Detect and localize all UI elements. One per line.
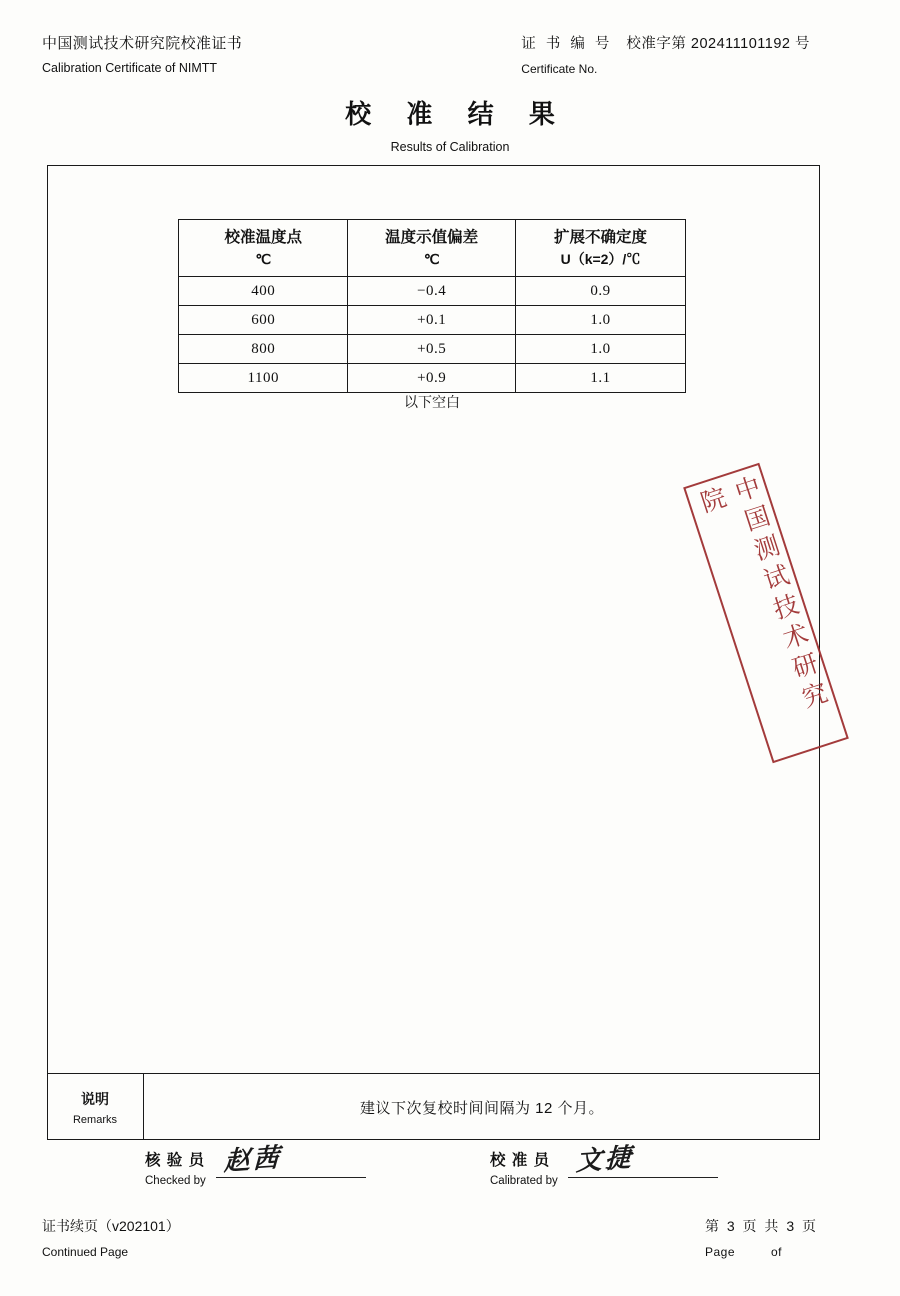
table-row (179, 364, 686, 393)
page-title (0, 94, 900, 154)
checked-by-label-en: Checked by (145, 1175, 206, 1187)
cert-no-label-en: Certificate No. (521, 62, 598, 76)
column-header-uncertainty: 扩展不确定度 U（k=2）/℃ (515, 220, 685, 277)
table-row (179, 277, 686, 306)
calibrated-by-label-en: Calibrated by (490, 1175, 558, 1187)
remarks-section (47, 1073, 820, 1140)
cell-temp-point: 600 (179, 306, 348, 335)
table-header-row (179, 220, 686, 277)
remarks-label-cn: 说明 (81, 1090, 109, 1107)
cell-deviation: +0.5 (348, 335, 515, 364)
cell-deviation: +0.9 (348, 364, 515, 393)
org-name-en: Calibration Certificate of NIMTT (42, 61, 218, 75)
cert-no-label-cn: 证 书 编 号 (521, 36, 613, 52)
cell-uncertainty: 1.0 (515, 306, 685, 335)
header-cert-no (521, 32, 810, 76)
cell-temp-point: 1100 (179, 364, 348, 393)
org-name-cn: 中国测试技术研究院校准证书 (42, 35, 243, 52)
table-row (179, 306, 686, 335)
remarks-text: 建议下次复校时间间隔为 12 个月。 (359, 1099, 605, 1117)
cell-uncertainty: 0.9 (515, 277, 685, 306)
calibrated-by-label-cn: 校 准 员 (490, 1152, 551, 1169)
table-row (179, 335, 686, 364)
cell-deviation: −0.4 (348, 277, 515, 306)
checked-by-label-cn: 核 验 员 (145, 1152, 206, 1169)
calibrated-by-signature-line (568, 1142, 718, 1186)
cell-temp-point: 400 (179, 277, 348, 306)
blank-below-note: 以下空白 (404, 394, 460, 410)
cell-temp-point: 800 (179, 335, 348, 364)
cell-deviation: +0.1 (348, 306, 515, 335)
cell-uncertainty: 1.1 (515, 364, 685, 393)
page-footer (42, 1216, 858, 1259)
continued-page-cn: 证书续页（v202101） (42, 1218, 180, 1234)
cert-no-value: 校准字第 202411101192 号 (626, 36, 810, 52)
footer-left (42, 1216, 180, 1259)
calibrated-by-block (490, 1142, 718, 1187)
checked-by-signature: 赵茜 (223, 1142, 283, 1177)
cell-uncertainty: 1.0 (515, 335, 685, 364)
page-of-en: of (771, 1245, 783, 1259)
page-title-cn: 校 准 结 果 (345, 99, 569, 129)
results-table (178, 219, 686, 393)
remarks-label-en: Remarks (72, 1113, 117, 1126)
stamp-text: 中国测试技术研究院 (683, 463, 849, 764)
signature-area (47, 1142, 820, 1206)
footer-right (705, 1216, 818, 1259)
page-number-cn: 第 3 页 共 3 页 (704, 1218, 818, 1234)
header-org (42, 32, 242, 75)
page-header (42, 32, 858, 76)
column-header-deviation: 温度示值偏差 ℃ (348, 220, 515, 277)
page-title-en: Results of Calibration (390, 140, 510, 154)
column-header-temp-point: 校准温度点 ℃ (179, 220, 348, 277)
remarks-label (47, 1074, 144, 1140)
continued-page-en: Continued Page (42, 1245, 129, 1259)
calibrated-by-signature: 文捷 (575, 1142, 635, 1177)
checked-by-signature-line (216, 1142, 366, 1186)
checked-by-block (145, 1142, 366, 1187)
page-label-en: Page (704, 1245, 735, 1259)
